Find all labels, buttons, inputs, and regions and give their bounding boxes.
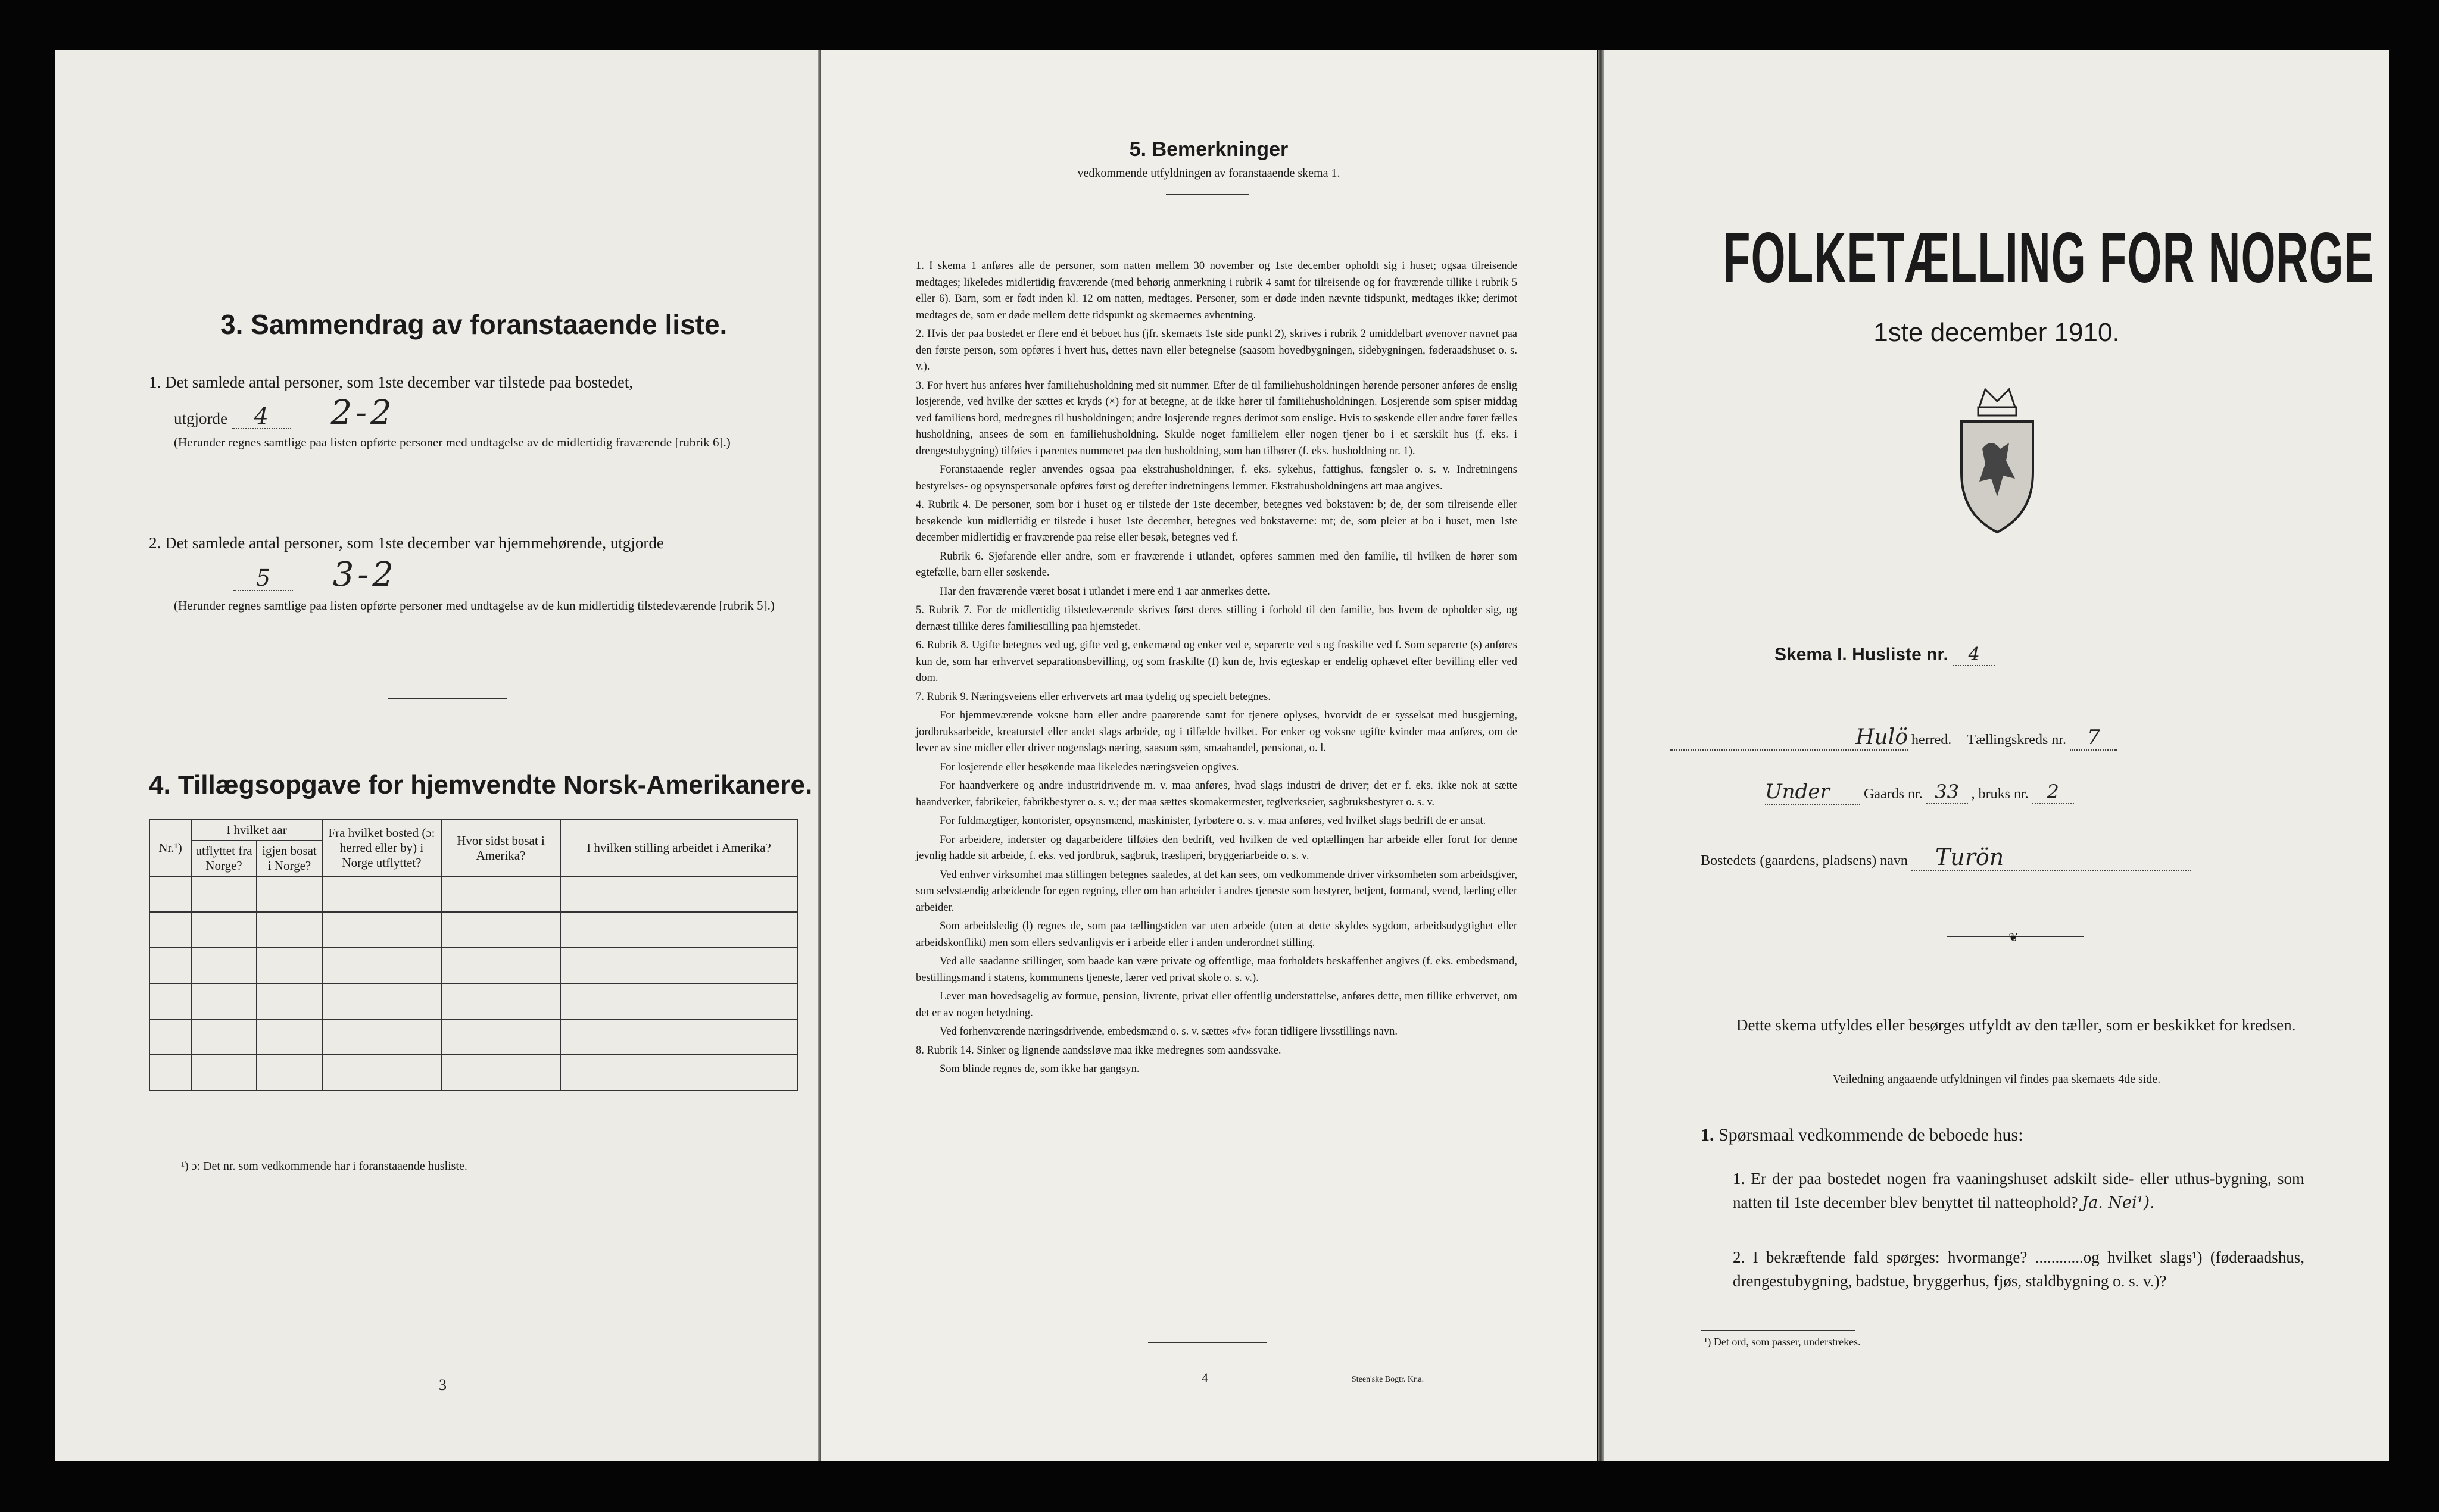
remark-paragraph: Lever man hovedsagelig av formue, pension, livrente, privat eller offentlig understøttelse, anføres dette, men tillike erhvervet, om det er av nogen betydning. <box>916 991 1517 1019</box>
remark-paragraph: For arbeidere, inderster og dagarbeidere tilføies den bedrift, ved hvilken de ved optællingen har arbeide eller forut for denne jevnlig hadde sit arbeide, f. eks. ved jordbruk, sagbruk, træsliperi, bryggeriarbeide o. s. v. <box>916 833 1517 862</box>
right-footnote: ¹) Det ord, som passer, understrekes. <box>1704 1336 1861 1348</box>
remark-paragraph: Ved enhver virksomhet maa stillingen betegnes saaledes, at det kan sees, om vedkommende driver virksomheten som arbeidsgiver, som selvstændig arbeidende for egen regning, eller om han arbeider i andres tjeneste som bestyrer, betjent, formand, svend, lærling eller arbeider. <box>916 869 1517 914</box>
gutter-right <box>1598 50 1604 1461</box>
bosted-row <box>1701 844 2356 871</box>
item1-split: 2-2 <box>330 393 395 432</box>
herred-row <box>1670 725 2384 751</box>
question-heading-number: 1. <box>1701 1125 1714 1145</box>
right-page <box>1604 50 2389 1461</box>
remark-paragraph: 3. For hvert hus anføres hver familiehusholdning med sit nummer. Efter de til familiehusholdningen hørende personer anføres de enslig losjerende, ved hvilke der sættes et kryds (×) for at betegne, at de ikke hører til familiehusholdningen. Losjerende som spiser middag ved familiens bord, medregnes til husholdningen; andre losjerende regnes derimot som enslige. Hvis to søskende eller andre fører fælles husholdning, ansees de som en familiehusholdning. Skulde noget familielem eller nogen tjener bo i et særskilt hus (f. eks. i drengestubygning) tilføies i parentes nummeret paa den husholdning, som han tilhører (f. eks. husholdning nr. 1). <box>916 379 1517 457</box>
krets-value: 7 <box>2070 726 2117 751</box>
bosted-label: Bostedets (gaardens, pladsens) navn <box>1701 853 1908 869</box>
col-fra: Fra hvilket bosted (ɔ: herred eller by) i Norge utflyttet? <box>322 820 441 876</box>
item2-value: 5 <box>233 566 293 591</box>
divider <box>1148 1342 1267 1343</box>
divider <box>388 698 507 699</box>
remark-paragraph: Ved forhenværende næringsdrivende, embedsmænd o. s. v. sættes «fv» foran tidligere livsstillings navn. <box>940 1026 1398 1038</box>
schema-label <box>1774 644 1995 666</box>
item1-text: 1. Det samlede antal personer, som 1ste december var tilstede paa bostedet, <box>149 373 634 391</box>
remark-paragraph: 7. Rubrik 9. Næringsveiens eller erhvervets art maa tydelig og specielt betegnes. <box>916 691 1271 703</box>
krets-label: Tællingskreds nr. <box>1967 732 2066 748</box>
table-row <box>149 912 797 948</box>
remark-paragraph: For haandverkere og andre industridrivende m. v. maa anføres, hvad slags industri de driver; det er f. eks. ikke nok at sætte haandverker, fabrikeier, fabrikbestyrer o. s. v.; der maa sættes skomakermester, teglverkseier, sagbruksbestyrer o. s. v. <box>916 780 1517 808</box>
husliste-nr: 4 <box>1953 644 1995 666</box>
col-utflyttet: utflyttet fra Norge? <box>191 841 257 876</box>
returnee-table <box>149 819 798 1091</box>
herred-label: herred. <box>1911 732 1952 748</box>
middle-page <box>821 50 1597 1461</box>
remark-paragraph: Ved alle saadanne stillinger, som baade kan være private og offentlige, maa forholdets beskaffenhet angives (f. eks. embedsmand, bestillingsmand i statens, kommunens tjeneste, lærer ved privat skole o. s. v.). <box>916 955 1517 984</box>
item1-utgjorde-label: utgjorde <box>174 410 227 427</box>
remark-paragraph: Har den fraværende været bosat i utlandet i mere end 1 aar anmerkes dette. <box>940 585 1270 598</box>
question-2: 2. I bekræftende fald spørges: hvormange? ............og hvilket slags¹) (føderaadshus, drengestubygning, badstue, bryggerhus, fjøs, staldbygning o. s. v.)? <box>1733 1248 2304 1290</box>
printer-mark: Steen'ske Bogtr. Kr.a. <box>1352 1375 1424 1384</box>
question-1-answer: Ja. Nei¹). <box>2082 1194 2155 1212</box>
table-row <box>149 876 797 912</box>
item2-row <box>174 555 397 594</box>
bruks-label: , bruks nr. <box>1971 786 2029 802</box>
middle-page-number: 4 <box>1202 1370 1208 1385</box>
question-heading <box>1701 1125 2023 1145</box>
section4-title: 4. Tillægsopgave for hjemvendte Norsk-Amerikanere. <box>149 770 813 799</box>
item2-text: 2. Det samlede antal personer, som 1ste december var hjemmehørende, utgjorde <box>149 534 664 552</box>
col-stilling: I hvilken stilling arbeidet i Amerika? <box>560 820 797 876</box>
gaard-value: Under <box>1765 780 1860 805</box>
item1-utgjorde <box>174 393 395 432</box>
divider <box>1701 1330 1855 1331</box>
table-row <box>149 983 797 1019</box>
remark-paragraph: For fuldmægtiger, kontorister, opsynsmænd, maskinister, fyrbøtere o. s. v. maa anføres, ved hvilket slags bedrift de er ansat. <box>940 815 1486 827</box>
remark-paragraph: For hjemmeværende voksne barn eller andre paarørende samt for tjenere oplyses, hvorvidt de er sysselsat med husgjerning, jordbruksarbeide, kreaturstel eller andet slags arbeide, og i tilfælde hvilket. For enker og voksne ugifte kvinder maa anføres, om de lever av sine midler eller driver nogenslags næring, saasom søm, smaahandel, pensionat, o. l. <box>916 710 1517 754</box>
item2-note: (Herunder regnes samtlige paa listen opførte personer med undtagelse av de kun midlertidig tilstedeværende [rubrik 5].) <box>174 598 775 613</box>
remark-paragraph: Som blinde regnes de, som ikke har gangsyn. <box>940 1063 1140 1075</box>
left-page <box>55 50 818 1461</box>
remark-paragraph: Rubrik 6. Sjøfarende eller andre, som er fraværende i utlandet, opføres sammen med den familie, til hvilken de hører som egtefælle, barn eller søskende. <box>916 550 1517 579</box>
remarks-title: 5. Bemerkninger <box>1129 138 1289 161</box>
col-igjen: igjen bosat i Norge? <box>257 841 322 876</box>
divider <box>1166 194 1249 195</box>
bosted-value: Turön <box>1911 844 2191 871</box>
remark-paragraph: 5. Rubrik 7. For de midlertidig tilstedeværende skrives først deres stilling i forhold til den familie, hos hvem de opholder sig, og dernæst tillike deres familiestilling paa hjemstedet. <box>916 604 1517 633</box>
remark-paragraph: 4. Rubrik 4. De personer, som bor i huset og er tilstede der 1ste december, betegnes ved bokstaven: b; de, der som tilreisende eller besøkende kun midlertidig er tilstede i huset 1ste december, betegnes ved bokstaverne: mt; de, som pleier at bo i huset, men 1ste december midlertidig er fraværende paa reise eller besøk, betegnes ved f. <box>916 499 1517 543</box>
veiledning-text: Veiledning angaaende utfyldningen vil findes paa skemaets 4de side. <box>1832 1073 2161 1086</box>
gaard-row <box>1765 780 2360 805</box>
remark-paragraph: 2. Hvis der paa bostedet er flere end ét beboet hus (jfr. skemaets 1ste side punkt 2), skrives i rubrik 2 umiddelbart øvenover navnet paa den første person, som opføres i hvert hus, dettes navn eller betegnelse (saasom hovedbygningen, sidebygningen, føderaadshuset o. s. v.). <box>916 328 1517 373</box>
gaard-label: Gaards nr. <box>1864 786 1923 802</box>
remark-paragraph: Foranstaaende regler anvendes ogsaa paa ekstrahusholdninger, f. eks. sykehus, fattighus, fængsler o. s. v. Indretningens bestyrelses- og opsynspersonale opføres først og derefter indretningens lemmer. Ekstrahusholdningens art maa angives. <box>916 464 1517 492</box>
remark-paragraph: 6. Rubrik 8. Ugifte betegnes ved ug, gifte ved g, enkemænd og enker ved e, separerte ved s og fraskilte ved f. Som separerte (s) anføres kun de, som har erhvervet separationsbevilling, og som fraskilte (f) kun de, hvis egteskap er endelig ophævet efter bevilling eller ved dom. <box>916 639 1517 684</box>
item1-value: 4 <box>232 404 291 429</box>
bruks-nr: 2 <box>2032 780 2074 804</box>
herred-value: Hulö <box>1670 725 1908 751</box>
remark-paragraph: For losjerende eller besøkende maa likeledes næringsveien opgives. <box>940 761 1239 773</box>
section3-title: 3. Sammendrag av foranstaaende liste. <box>220 309 728 340</box>
col-hvor: Hvor sidst bosat i Amerika? <box>441 820 560 876</box>
ornament-icon: ❦ <box>1947 936 2084 937</box>
question-1 <box>1733 1167 2304 1215</box>
item1-note: (Herunder regnes samtlige paa listen opførte personer med undtagelse av de midlertidig fraværende [rubrik 6].) <box>174 435 731 449</box>
table-row <box>149 948 797 983</box>
coat-of-arms-icon <box>1950 383 2045 541</box>
left-footnote: ¹) ɔ: Det nr. som vedkommende har i foranstaaende husliste. <box>181 1160 467 1173</box>
table-row <box>149 1055 797 1091</box>
gaard-nr: 33 <box>1926 780 1968 804</box>
remark-paragraph: 8. Rubrik 14. Sinker og lignende aandssløve maa ikke medregnes som aandssvake. <box>916 1044 1281 1057</box>
col-nr: Nr.¹) <box>149 820 191 876</box>
question-heading-text: Spørsmaal vedkommende de beboede hus: <box>1718 1125 2023 1145</box>
left-page-number: 3 <box>439 1376 447 1394</box>
remarks-body <box>916 258 1517 1080</box>
col-group: I hvilket aar <box>191 820 322 841</box>
schema-label-text: Skema I. Husliste nr. <box>1774 645 1948 664</box>
table-row <box>149 1019 797 1055</box>
intro-text: Dette skema utfyldes eller besørges utfyldt av den tæller, som er beskikket for kredsen. <box>1736 1016 2296 1034</box>
remark-paragraph: Som arbeidsledig (l) regnes de, som paa tællingstiden var uten arbeide (uten at dette skyldes sygdom, arbeidsudygtighet eller arbeidskonflikt) men som ellers sedvanligvis er i arbeide eller i anden underordnet stilling. <box>916 920 1517 949</box>
remark-paragraph: 1. I skema 1 anføres alle de personer, som natten mellem 30 november og 1ste december opholdt sig i huset; ogsaa tilreisende medtages; likeledes midlertidig fraværende (med behørig anmerkning i rubrik 4 samt for tilreisende og for fraværende tillike i rubrik 5 eller 6). Barn, som er født inden kl. 12 om natten, medtages. Personer, som er døde inden nævnte tidspunkt, medtages ikke; derimot medtages de, som er døde mellem dette tidspunkt og skemaernes avhentning. <box>916 260 1517 321</box>
question-1-text: 1. Er der paa bostedet nogen fra vaaningshuset adskilt side- eller uthus-bygning, som natten til 1ste december blev benyttet til natteophold? <box>1733 1170 2304 1211</box>
item2-split: 3-2 <box>332 555 397 594</box>
census-date: 1ste december 1910. <box>1873 318 2120 347</box>
remarks-subtitle: vedkommende utfyldningen av foranstaaende skema 1. <box>1077 167 1340 180</box>
census-title: FOLKETÆLLING FOR NORGE <box>1723 218 2375 298</box>
